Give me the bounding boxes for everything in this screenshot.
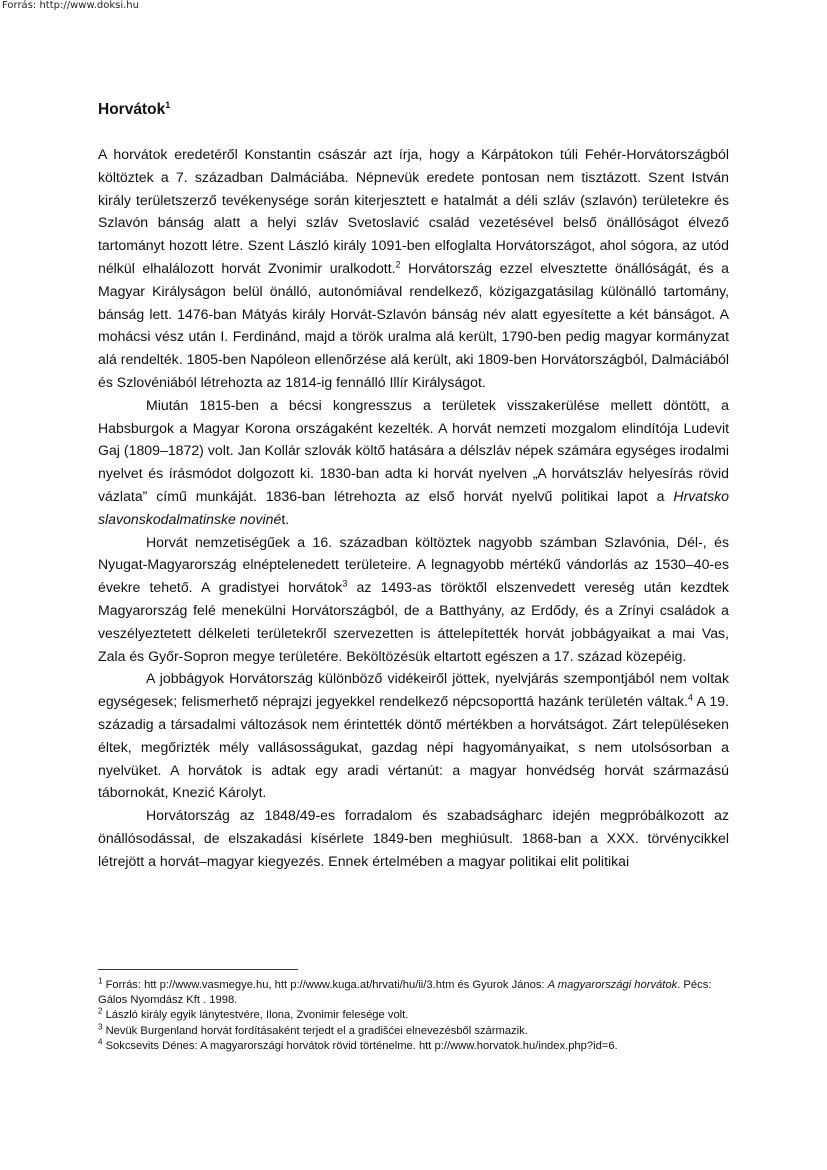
footnote-number: 2 bbox=[98, 1006, 103, 1016]
paragraph-5 bbox=[98, 804, 729, 872]
title-text: Horvátok bbox=[98, 101, 166, 118]
paragraph-text: Miután 1815-ben a bécsi kongresszus a területek visszakerülése mellett döntött, a Habsburgok a Magyar Korona országaként kezelték. A horvát nemzeti mozgalom elindítója Ludevit Gaj (1809–1872) volt. Jan Kollár szlovák költő hatására a délszláv népek számára egységes irodalmi nyelvet és írásmódot dolgozott ki. 1830-ban adta ki horvát nyelven „A horvátszláv helyesírás rövid vázlata” című munkáját. 1836-ban létrehozta az első horvát nyelvű politikai lapot a bbox=[98, 396, 729, 504]
footnote-2 bbox=[98, 1008, 729, 1023]
paragraph-2 bbox=[98, 394, 729, 531]
footnote-text: . Pécs: Gálos Nyomdász Kft . 1998. bbox=[98, 979, 712, 1007]
footnote-divider bbox=[98, 969, 298, 970]
footnote-ref[interactable]: 1 bbox=[165, 99, 171, 110]
footnote-3 bbox=[98, 1021, 729, 1039]
paragraph-3 bbox=[98, 531, 729, 668]
footnote-ref[interactable]: 2 bbox=[395, 259, 401, 270]
paragraph-4 bbox=[98, 667, 729, 804]
paragraph-text: A horvátok eredetéről Konstantin császár azt írja, hogy a Kárpátokon túli Fehér-Horvátországból költöztek a 7. században Dalmáciába. Népnevük eredete pontosan nem tisztázott. Szent István király területszerző tevékenysége során kiterjesztett e hatalmát a déli szláv (szlavón) területekre és Szlavón bánság alatt a helyi szláv Svetoslavić család vezetésével belső önállóságot élvező tartományt hozott létre. Szent László király 1091-ben elfoglalta Horvátországot, ahol sógora, az utód nélkül elhalálozott horvát Zvonimir uralkodott. bbox=[98, 146, 729, 276]
document-body bbox=[98, 143, 729, 873]
footnote-text: László király egyik lánytestvére, Ilona, Zvonimir felesége volt. bbox=[105, 1009, 409, 1022]
paragraph-text: Horvátország ezzel elvesztette önállóságát, és a Magyar Királyságon belül önálló, autonómiával rendelkező, közigazgatásilag különálló tartomány, bánság lett. 1476-ban Mátyás király Horvát-Szlavón bánság név alatt egyesítette a két bánságot. A mohácsi vész után I. Ferdinánd, majd a török uralma alá került, 1790-ben pedig magyar kormányzat alá rendelték. 1805-ben Napóleon ellenőrzése alá került, aki 1809-ben Horvátországból, Dalmáciából és Szlovéniából létrehozta az 1814-ig fennálló Illír Királyságot. bbox=[98, 259, 729, 390]
footnote-ref[interactable]: 4 bbox=[687, 692, 693, 703]
paragraph-text: az 1493-as töröktől elszenvedett vereség után kezdtek Magyarország felé menekülni Horvátországból, de a Batthyány, az Erdődy, és a Zrínyi családok a veszélyeztetett délkeleti területekről szervezetten is áttelepítették horvát jobbágyaikat a mai Vas, Zala és Győr-Sopron megye területére. Beköltözésük eltartott egészen a 17. század közepéig. bbox=[98, 579, 729, 664]
paragraph-1 bbox=[98, 143, 729, 394]
footnote-text: Forrás: htt p://www.vasmegye.hu, htt p://www.kuga.at/hrvati/hu/ii/3.htm és Gyurok János: bbox=[105, 979, 548, 991]
source-url-label: Forrás: http://www.doksi.hu bbox=[2, 0, 139, 11]
footnote-4 bbox=[98, 1039, 729, 1054]
footnotes bbox=[98, 969, 729, 1054]
footnote-text: Sokcsevits Dénes: A magyarországi horvátok rövid történelme. htt p://www.horvatok.hu/index.php?id=6. bbox=[105, 1039, 618, 1052]
paragraph-text: A 19. századig a társadalmi változások nem érintették döntő mértékben a horvátságot. Zárt településeken éltek, megőrizték mély vallásosságukat, gazdag népi hagyományaikat, s nem utolsósorban a nyelvüket. A horvátok is adtak egy aradi vértanút: a magyar honvédség horvát származású tábornokát, Knezić Károlyt. bbox=[98, 693, 729, 801]
footnote-number: 3 bbox=[98, 1021, 103, 1031]
paragraph-text: Horvát nemzetiségűek a 16. században költöztek nagyobb számban Szlavónia, Dél-, és Nyugat-Magyarország elnéptelenedett területeire. A legnagyobb mértékű vándorlás az 1530–40-es évekre tehető. A gradistyei horvátok bbox=[98, 533, 729, 596]
footnote-ref[interactable]: 3 bbox=[342, 578, 348, 589]
footnote-text: Nevük Burgenland horvát fordításaként terjedt el a gradišćei elnevezésből származik. bbox=[105, 1024, 528, 1037]
footnote-1 bbox=[98, 978, 729, 1008]
book-title: A magyarországi horvátok bbox=[547, 979, 678, 991]
paragraph-text: t. bbox=[281, 510, 290, 527]
footnote-number: 1 bbox=[98, 976, 103, 986]
paragraph-text: Horvátország az 1848/49-es forradalom és szabadságharc idején megpróbálkozott az önállósodással, de elszakadási kísérlete 1849-ben meghiúsult. 1868-ban a XXX. törvénycikkel létrejött a horvát–magyar kiegyezés. Ennek értelmében a magyar politikai elit politikai bbox=[98, 807, 729, 869]
paragraph-text: A jobbágyok Horvátország különböző vidékeiről jöttek, nyelvjárás szempontjából nem voltak egységesek; felismerhető néprajzi jegyekkel rendelkező népcsoporttá hazánk területén váltak. bbox=[98, 670, 729, 710]
document-page bbox=[98, 96, 729, 873]
newspaper-title: Hrvatsko slavonskodalmatinske noviné bbox=[98, 487, 729, 527]
footnote-number: 4 bbox=[98, 1037, 103, 1047]
page-title bbox=[98, 96, 729, 124]
